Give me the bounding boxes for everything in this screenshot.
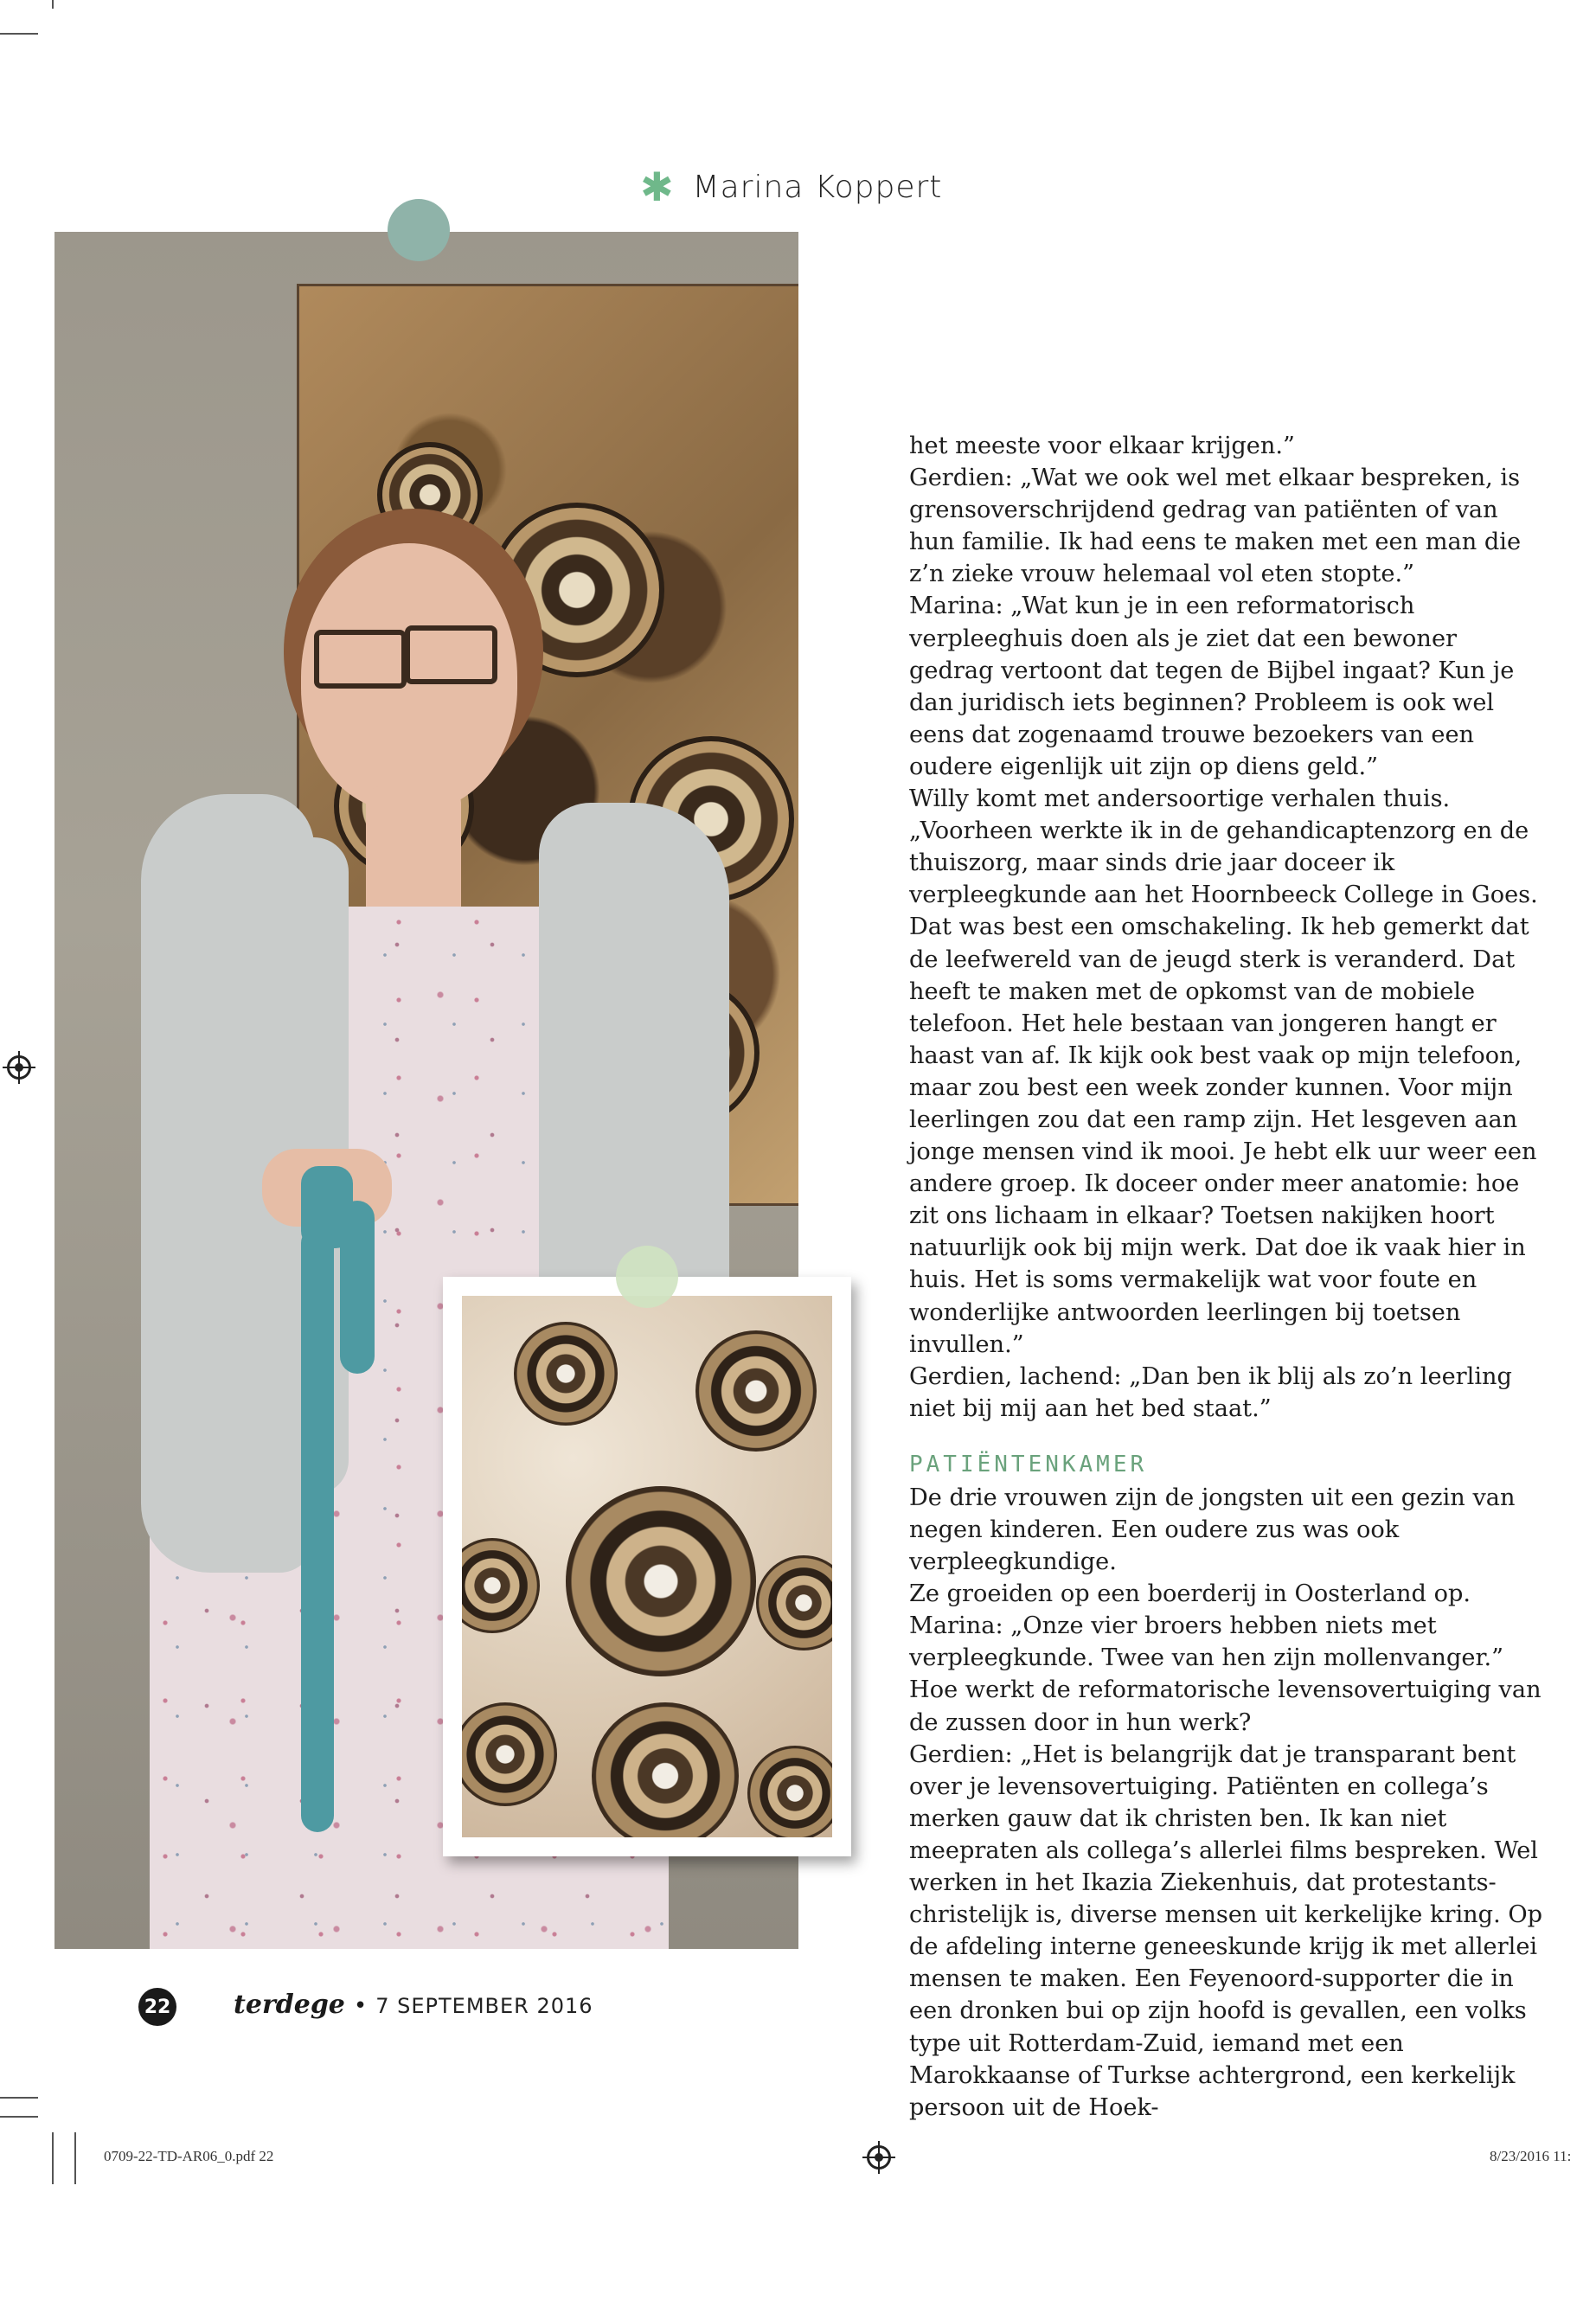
decorative-circle: [616, 1246, 678, 1308]
paragraph: De drie vrouwen zijn de jongsten uit een gezin van negen kinderen. Een oudere zus was ook verpleegkundige.: [909, 1484, 1516, 1576]
magazine-footer: [234, 1990, 593, 2020]
registration-mark-icon: [7, 1055, 31, 1080]
crop-mark: [0, 2097, 38, 2099]
footer-separator: •: [353, 1993, 368, 2019]
author-name: Marina Koppert: [692, 169, 943, 205]
star-icon: ✱: [640, 163, 674, 210]
decorative-circle: [388, 199, 450, 261]
paragraph: Ze groeiden op een boerderij in Oosterland op. Marina: „Onze vier broers hebben niets met verpleegkunde. Twee van hen zijn mollenvanger.”: [909, 1580, 1503, 1672]
paragraph: Gerdien: „Wat we ook wel met elkaar bespreken, is grensoverschrijdend gedrag van patiënten of van hun familie. Ik had eens te maken met een man die z’n zieke vrouw helemaal vol eten stopte.”: [909, 465, 1522, 588]
issue-date: 7 SEPTEMBER 2016: [375, 1994, 593, 2018]
slug-timestamp: 8/23/2016 11:: [1490, 2148, 1572, 2164]
paragraph: Gerdien: „Het is belangrijk dat je transparant bent over je levensovertuiging. Patiënten en collega’s merken gauw dat ik christen ben. Ik kan niet meepraten als collega’s allerlei films bespreken. Wel werken in het Ikazia Ziekenhuis, dat protestants-christelijk is, diverse mensen uit kerkelijke kring. Op de afdeling interne geneeskunde krijg ik met allerlei mensen te maken. Een Feyenoord-supporter die in een dronken bui op zijn hoofd is gevallen, een volks type uit Rotterdam-Zuid, iemand met een Marokkaanse of Turkse achtergrond, een kerkelijk persoon uit de Hoek-: [909, 1740, 1543, 2121]
quilt-detail-photo: [462, 1296, 832, 1837]
slug-filename: 0709-22-TD-AR06_0.pdf 22: [104, 2148, 274, 2164]
crop-mark: [52, 2132, 54, 2184]
registration-mark-icon: [867, 2145, 891, 2170]
magazine-name: terdege: [234, 1990, 345, 2020]
paragraph: Marina: „Wat kun je in een reformatorisch verpleeghuis doen als je ziet dat een bewoner gedrag vertoont dat tegen de Bijbel ingaat? Kun je dan juridisch iets beginnen? Probleem is ook wel eens dat zogenaamd trouwe bezoekers van een oudere eigenlijk uit zijn op diens geld.”: [909, 593, 1515, 780]
article-body: [909, 430, 1545, 2124]
crop-mark: [74, 2132, 76, 2184]
paragraph: Hoe werkt de reformatorische levensovertuiging van de zussen door in hun werk?: [909, 1676, 1542, 1736]
page-header: [640, 161, 942, 213]
page-number: 22: [138, 1988, 176, 2026]
paragraph: Gerdien, lachend: „Dan ben ik blij als zo’n leerling niet bij mij aan het bed staat.”: [909, 1362, 1512, 1422]
crop-mark: [0, 2116, 38, 2118]
section-subheading: PATIËNTENKAMER: [909, 1451, 1148, 1477]
inset-photo-frame: [443, 1277, 851, 1856]
crop-mark: [0, 33, 38, 35]
paragraph: het meeste voor elkaar krijgen.”: [909, 433, 1295, 459]
paragraph: Willy komt met andersoortige verhalen thuis. „Voorheen werkte ik in de gehandicaptenzorg en de thuiszorg, maar sinds drie jaar doceer ik verpleegkunde aan het Hoornbeeck College in Goes. Dat was best een omschakeling. Ik heb gemerkt dat de leefwereld van de jeugd sterk is veranderd. Dat heeft te maken met de opkomst van de mobiele telefoon. Het hele bestaan van jongeren hangt er haast van af. Ik kijk ook best vaak op mijn telefoon, maar zou best een week zonder kunnen. Voor mijn leerlingen zou dat een ramp zijn. Het lesgeven aan jonge mensen vind ik mooi. Je hebt elk uur weer een andere groep. Ik doceer onder meer anatomie: hoe zit ons lichaam in elkaar? Toetsen nakijken hoort natuurlijk ook bij mijn werk. Dat doe ik vaak hier in huis. Het is soms vermakelijk wat voor foute en wonderlijke antwoorden leerlingen bij toetsen invullen.”: [909, 785, 1538, 1358]
crop-mark: [52, 0, 54, 9]
